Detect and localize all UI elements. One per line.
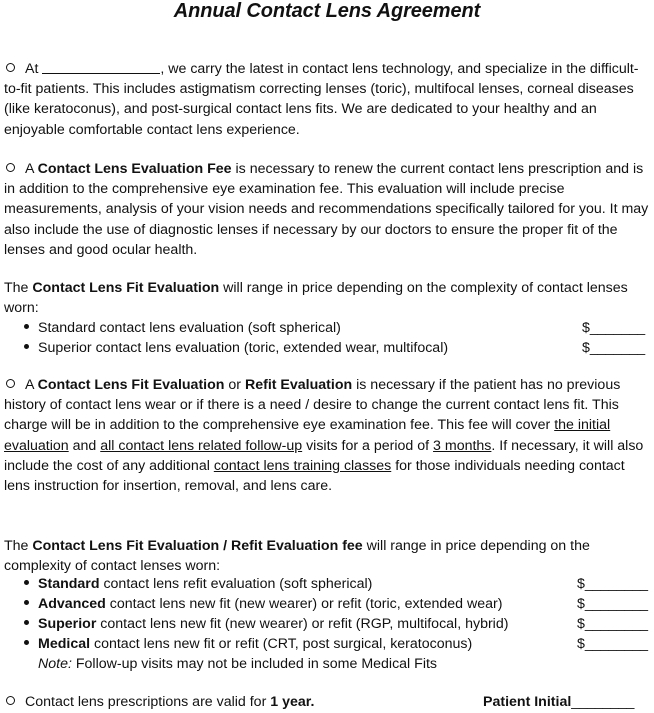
refit-paragraph: A Contact Lens Fit Evaluation or Refit Evaluation is necessary if the patient has no previous history of contact lens wear or if there is a need / desire to change the current contact lens fit. This charge will be in addition to the comprehensive eye examination fee. This fee will cover the initial evaluation and all contact lens related follow-up visits for a period of 3 months. If necessary, it will also include the cost of any additional contact lens training classes for those individuals needing contact lens instruction for insertion, removal, and lens care. bbox=[4, 377, 644, 495]
evaluation-fee-paragraph: A Contact Lens Evaluation Fee is necessary to renew the current contact lens prescription and is in addition to the comprehensive eye examination fee. This evaluation will include precise measurements, analysis of your vision needs and recommendations specifically tailored for you. It may also include the use of diagnostic lenses if necessary by our doctors to ensure the proper fit of the lenses and good ocular health. bbox=[4, 161, 649, 258]
patient-initial-label: Patient Initial bbox=[483, 694, 572, 710]
evaluation-fee-text: is necessary to renew the current contact lens prescription and is in addition to the comprehensive eye examination fee. This evaluation will include precise measurements, analysis of your vision needs and recommendations specifically tailored for you. It may also include the use of diagnostic lenses if necessary by our doctors to ensure the proper fit of the lenses and good ocular health. bbox=[4, 161, 649, 258]
validity-line: Contact lens prescriptions are valid for 1 year. bbox=[4, 692, 314, 712]
price-blank[interactable]: $_______ bbox=[582, 320, 646, 336]
circle-bullet-icon bbox=[6, 163, 15, 172]
circle-bullet-icon bbox=[6, 63, 15, 72]
circle-bullet-icon bbox=[6, 696, 15, 705]
list-item: Advanced contact lens new fit (new wearer) or refit (toric, extended wear) bbox=[24, 594, 502, 614]
patient-initial bbox=[483, 692, 634, 712]
list-item: Standard contact lens evaluation (soft spherical) bbox=[24, 318, 341, 338]
circle-bullet-icon bbox=[6, 379, 15, 388]
intro-at: At bbox=[25, 61, 39, 77]
list-item: Superior contact lens new fit (new wearer) or refit (RGP, multifocal, hybrid) bbox=[24, 614, 508, 634]
intro-paragraph bbox=[4, 59, 650, 140]
list-item: Standard contact lens refit evaluation (soft spherical) bbox=[24, 574, 372, 594]
bullet-icon bbox=[24, 620, 29, 625]
fit-evaluation-term: Contact Lens Fit Evaluation bbox=[32, 280, 220, 296]
price-blank[interactable]: $________ bbox=[577, 576, 649, 592]
refit-fee-term: Contact Lens Fit Evaluation / Refit Evaluation fee bbox=[32, 538, 363, 554]
medical-fit-note: Note: Follow-up visits may not be included in some Medical Fits bbox=[38, 656, 438, 672]
price-blank[interactable]: $_______ bbox=[582, 340, 646, 356]
practice-name-blank[interactable] bbox=[42, 60, 160, 74]
refit-range-paragraph: The Contact Lens Fit Evaluation / Refit Evaluation fee will range in price depending on the complexity of contact lenses worn: bbox=[4, 538, 590, 575]
bullet-icon bbox=[24, 344, 29, 349]
bullet-icon bbox=[24, 640, 29, 645]
bullet-icon bbox=[24, 580, 29, 585]
price-blank[interactable]: $________ bbox=[577, 596, 649, 612]
intro-text: , we carry the latest in contact lens technology, and specialize in the difficult-to-fit patients. This includes astigmatism correcting lenses (toric), multifocal lenses, corneal diseases (like keratoconus), and post-surgical contact lens fits. We are dedicated to your healthy and an enjoyable comfortable contact lens experience. bbox=[4, 61, 639, 138]
bullet-icon bbox=[24, 600, 29, 605]
list-item: Superior contact lens evaluation (toric, extended wear, multifocal) bbox=[24, 338, 448, 358]
evaluation-fee-term: Contact Lens Evaluation Fee bbox=[37, 161, 232, 177]
price-blank[interactable]: $________ bbox=[577, 616, 649, 632]
patient-initial-blank[interactable]: ________ bbox=[571, 694, 635, 710]
fit-evaluation-range-paragraph: The Contact Lens Fit Evaluation will range in price depending on the complexity of contact lenses worn: bbox=[4, 280, 628, 317]
bullet-icon bbox=[24, 324, 29, 329]
price-blank[interactable]: $________ bbox=[577, 636, 649, 652]
page-title: Annual Contact Lens Agreement bbox=[173, 0, 481, 22]
list-item: Medical contact lens new fit or refit (CRT, post surgical, keratoconus) bbox=[24, 634, 472, 654]
